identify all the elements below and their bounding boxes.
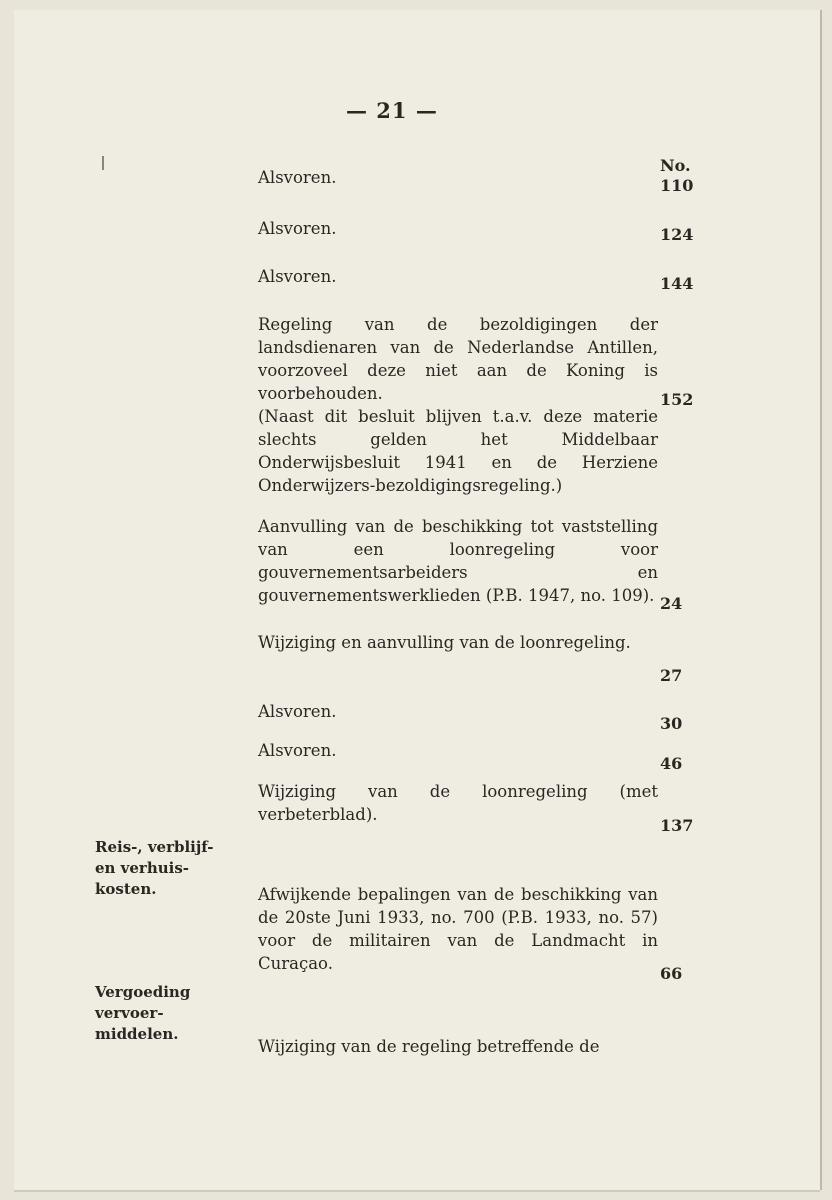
- entry-number: 124: [660, 225, 694, 244]
- margin-mark: [102, 156, 104, 170]
- entry-paragraph: Wijziging van de regeling betreffende de: [258, 1037, 600, 1056]
- page-number: — 21 —: [346, 98, 438, 123]
- entry-paragraph: Alsvoren.: [258, 702, 337, 721]
- entry-paragraph: Alsvoren.: [258, 219, 337, 238]
- entry-number: 24: [660, 594, 683, 613]
- number-column-header: No.: [660, 156, 691, 175]
- side-heading-line: kosten.: [95, 880, 157, 898]
- entry-number: 144: [660, 274, 694, 293]
- entry-text: [258, 166, 658, 189]
- entry-paragraph: Wijziging en aanvulling van de loonregeling.: [258, 633, 631, 652]
- entry-text: [258, 217, 658, 240]
- entry-number: 46: [660, 754, 683, 773]
- entry-text: [258, 1035, 658, 1058]
- entry-paragraph: Wijziging van de loonregeling (met verbeterblad).: [258, 782, 658, 824]
- entry-text: [258, 700, 658, 723]
- entry-paragraph: Regeling van de bezoldigingen der landsdienaren van de Nederlandse Antillen, voorzoveel deze niet aan de Koning is voorbehouden.: [258, 315, 658, 403]
- entry-paragraph: Alsvoren.: [258, 168, 337, 187]
- entry-paragraph: Alsvoren.: [258, 267, 337, 286]
- entry-paragraph: Aanvulling van de beschikking tot vaststelling van een loonregeling voor gouvernementsarbeiders en gouvernementswerklieden (P.B. 1947, no. 109).: [258, 517, 658, 605]
- entry-number: 30: [660, 714, 683, 733]
- entry-text: [258, 631, 658, 654]
- entry-number: 137: [660, 816, 694, 835]
- entry-text: [258, 780, 658, 826]
- entry-paragraph: Afwijkende bepalingen van de beschikking van de 20ste Juni 1933, no. 700 (P.B. 1933, no. 57) voor de militairen van de Landmacht in Curaçao.: [258, 885, 658, 973]
- side-heading-line: middelen.: [95, 1025, 179, 1043]
- entry-number: 152: [660, 390, 694, 409]
- side-heading-reis: [95, 837, 213, 900]
- entry-number: 66: [660, 964, 683, 983]
- side-heading-line: vervoer-: [95, 1004, 164, 1022]
- side-heading-line: en verhuis-: [95, 859, 190, 877]
- entry-number: 110: [660, 176, 694, 195]
- side-heading-line: Vergoeding: [95, 983, 191, 1001]
- entry-note: (Naast dit besluit blijven t.a.v. deze materie slechts gelden het Middelbaar Onderwijsbesluit 1941 en de Herziene Onderwijzers-bezoldigingsregeling.): [258, 407, 658, 495]
- side-heading-line: Reis-, verblijf-: [95, 838, 214, 856]
- entry-paragraph: Alsvoren.: [258, 741, 337, 760]
- entry-text: [258, 883, 658, 975]
- entry-text: [258, 739, 658, 762]
- entry-text: [258, 515, 658, 607]
- side-heading-vergoeding: [95, 982, 190, 1045]
- entry-text: [258, 313, 658, 497]
- entry-number: 27: [660, 666, 683, 685]
- document-page: [14, 10, 820, 1190]
- entry-text: [258, 265, 658, 288]
